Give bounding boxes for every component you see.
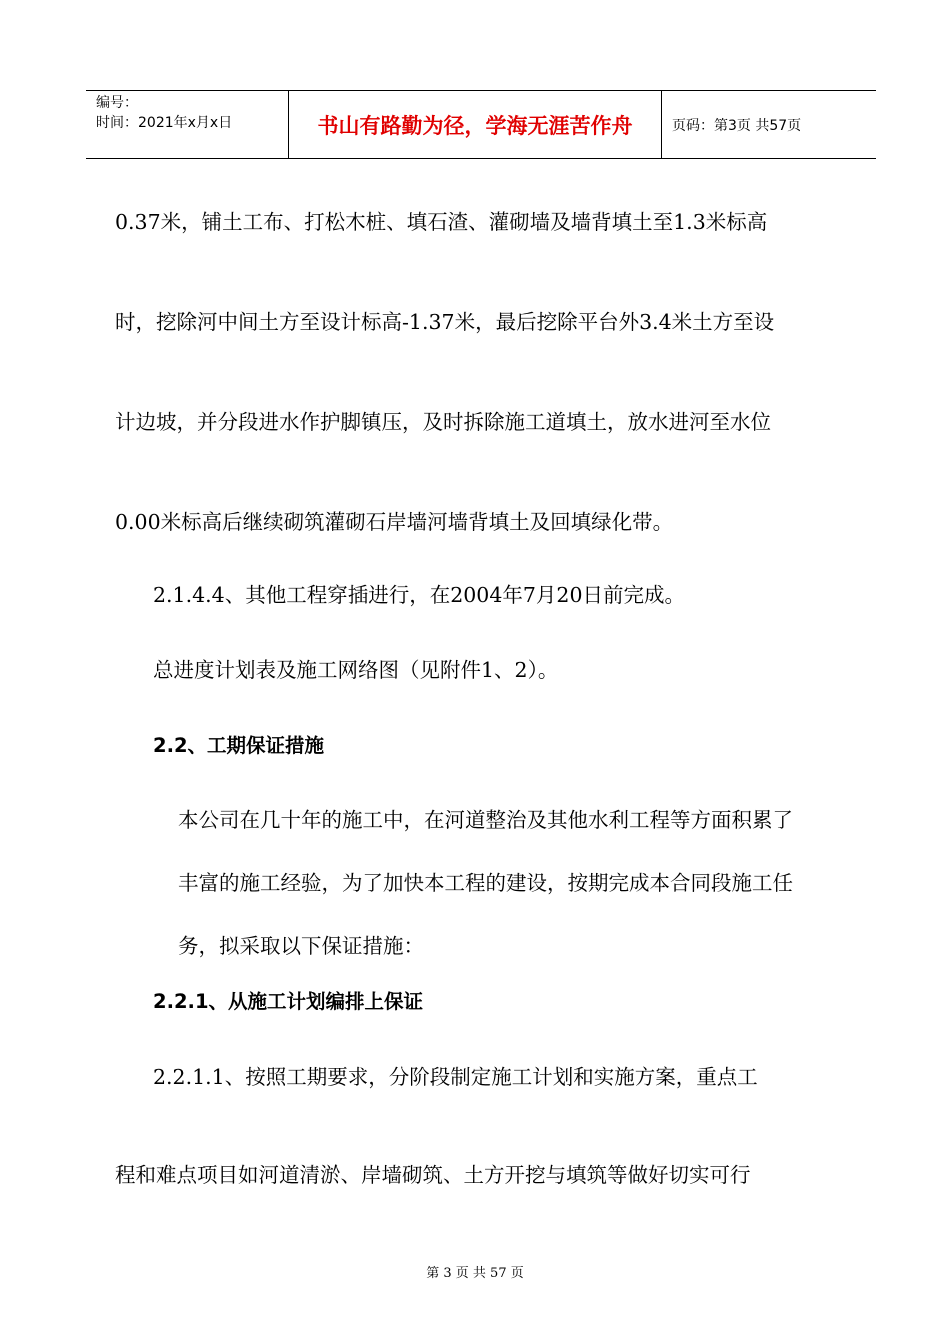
body-line: 0.00米标高后继续砌筑灌砌石岸墙河墙背填土及回填绿化带。 [115, 510, 674, 534]
page-footer: 第 3 页 共 57 页 [426, 1266, 524, 1281]
body-line: 0.37米，铺土工布、打松木桩、填石渣、灌砌墙及墙背填土至1.3米标高 [115, 210, 768, 234]
body-line: 丰富的施工经验，为了加快本工程的建设，按期完成本合同段施工任 [178, 871, 793, 895]
page-header [86, 90, 876, 159]
body-line: 务，拟采取以下保证措施： [178, 934, 424, 958]
body-line: 本公司在几十年的施工中，在河道整治及其他水利工程等方面积累了 [178, 808, 793, 832]
section-heading: 2.2、工期保证措施 [153, 734, 325, 757]
header-page-label: 页码：第3页 共57页 [672, 117, 802, 134]
subsection-heading: 2.2.1、从施工计划编排上保证 [153, 990, 424, 1013]
document-number-label: 编号： [96, 95, 138, 111]
body-line: 2.2.1.1、按照工期要求，分阶段制定施工计划和实施方案，重点工 [153, 1065, 758, 1089]
body-line: 时，挖除河中间土方至设计标高-1.37米，最后挖除平台外3.4米土方至设 [115, 310, 775, 334]
header-meta [86, 91, 288, 158]
body-line: 程和难点项目如河道清淤、岸墙砌筑、土方开挖与填筑等做好切实可行 [115, 1163, 751, 1187]
header-motto: 书山有路勤为径，学海无涯苦作舟 [288, 91, 662, 158]
document-time-label: 时间：2021年x月x日 [96, 115, 233, 131]
body-line: 2.1.4.4、其他工程穿插进行，在2004年7月20日前完成。 [153, 583, 686, 607]
body-line: 总进度计划表及施工网络图（见附件1、2）。 [153, 658, 559, 682]
body-line: 计边坡，并分段进水作护脚镇压，及时拆除施工道填土，放水进河至水位 [115, 410, 771, 434]
